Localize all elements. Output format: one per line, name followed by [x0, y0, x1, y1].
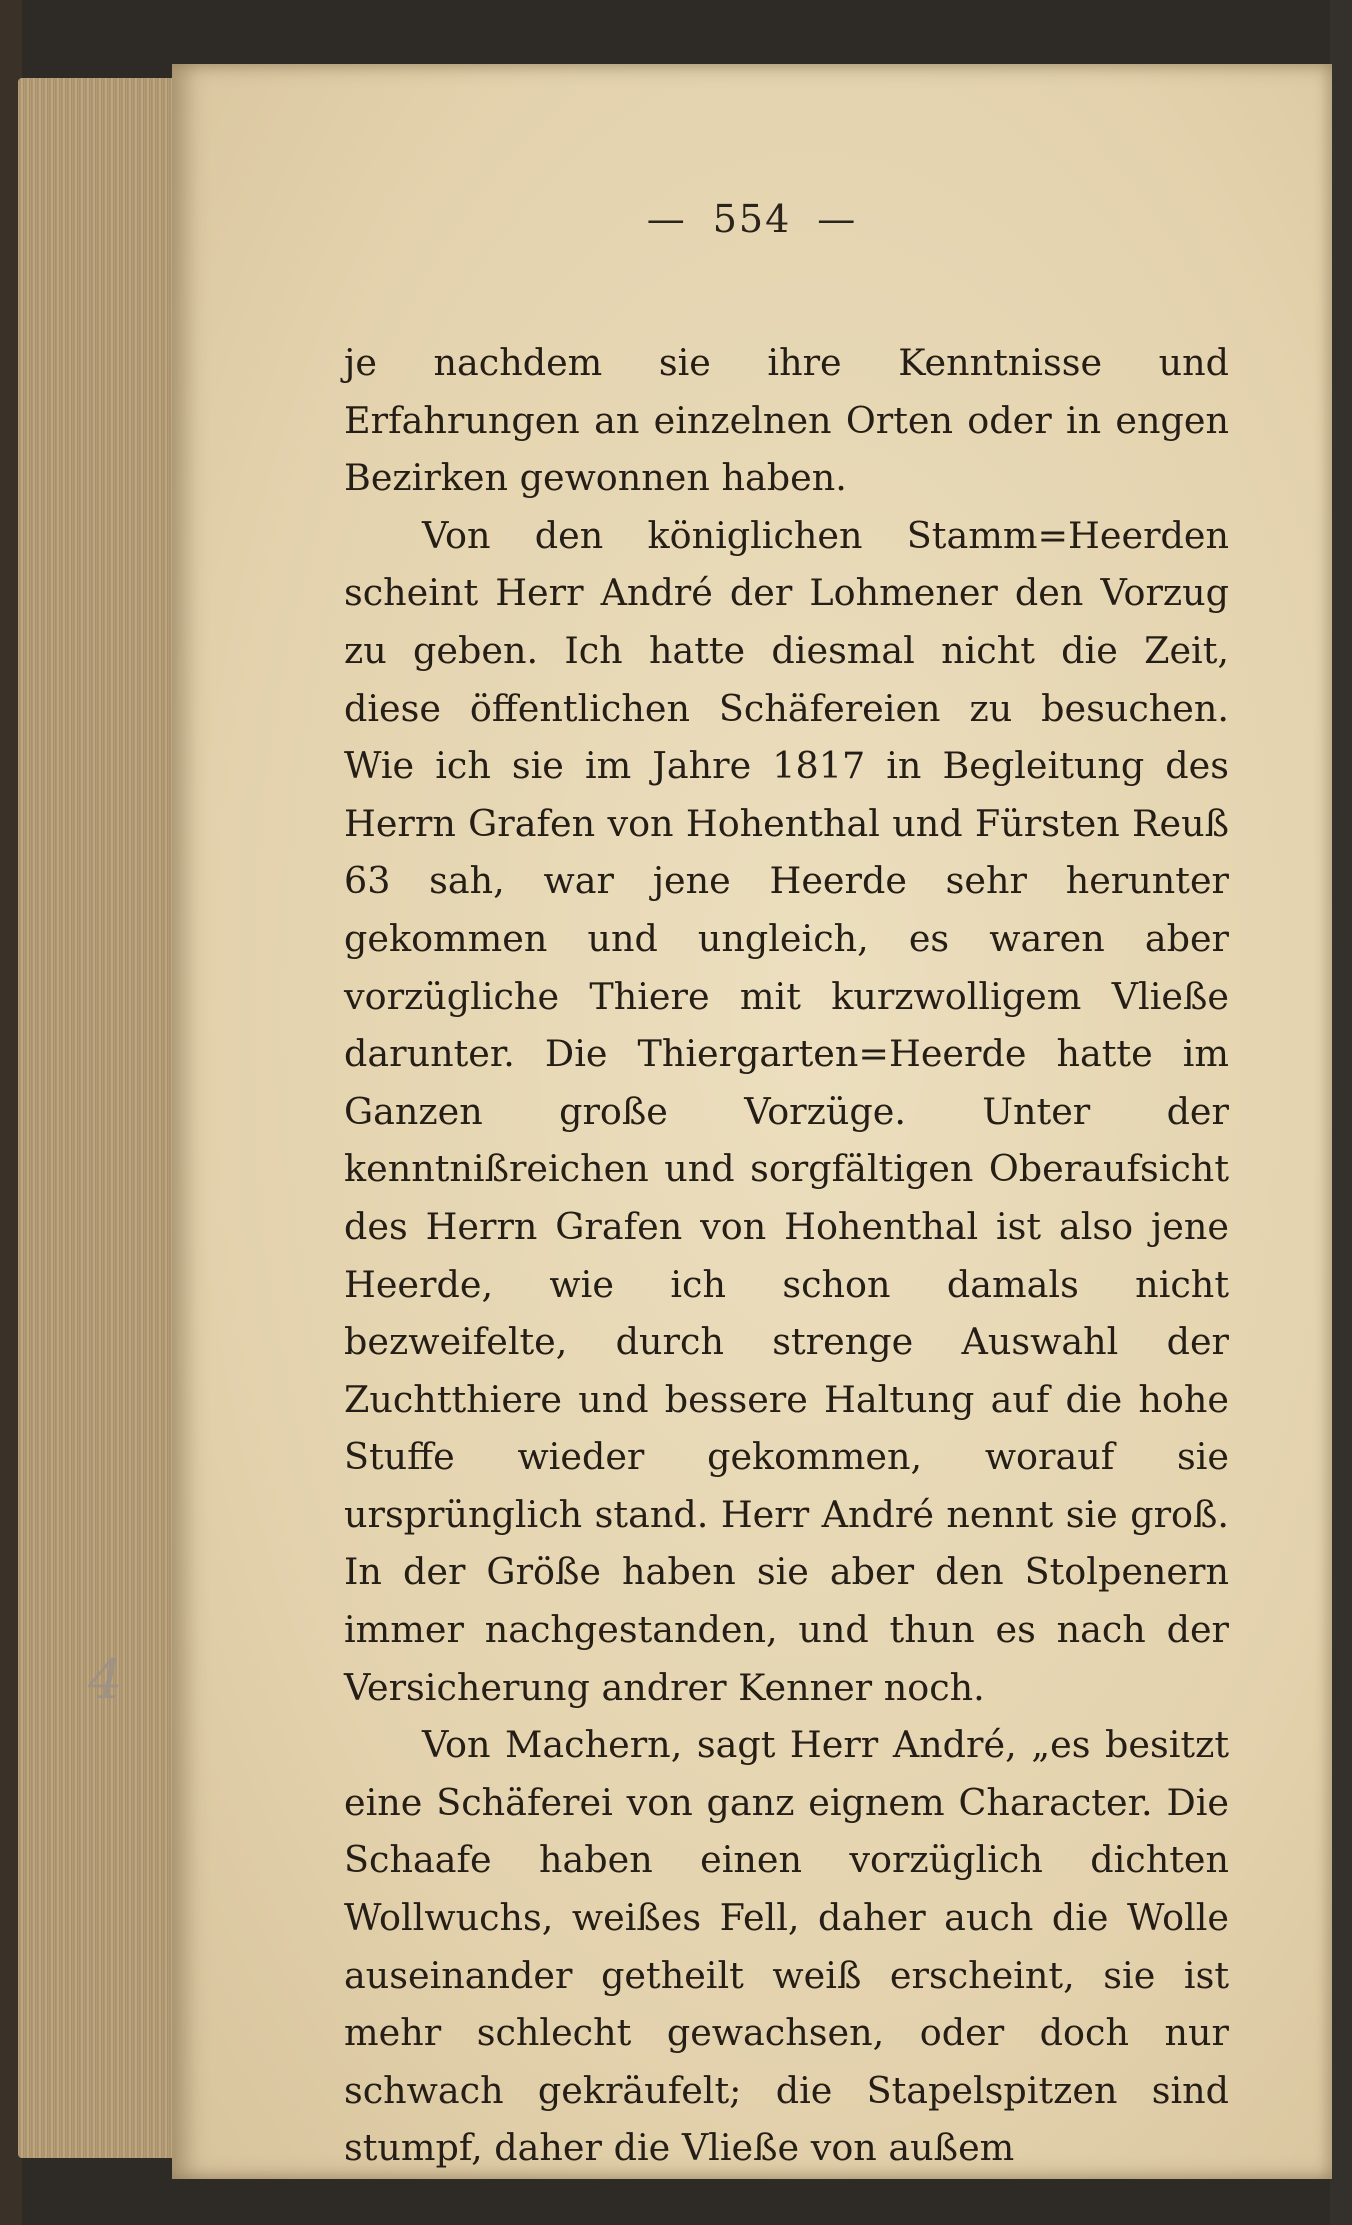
header-dash-right: —	[817, 197, 858, 241]
header-dash-left: —	[646, 197, 687, 241]
binding-edge	[1330, 0, 1352, 2225]
page-number: 554	[712, 197, 792, 241]
body-text	[344, 334, 1229, 2177]
paragraph-2: Von den königlichen Stamm=Heerden scheint Herr André der Lohmener den Vorzug zu geben. Ich hatte diesmal nicht die Zeit, diese öffentlichen Schäfereien zu besuchen. Wie ich sie im Jahre 1817 in Begleitung des Herrn Grafen von Hohenthal und Fürsten Reuß 63 sah, war jene Heerde sehr herunter gekommen und ungleich, es waren aber vorzügliche Thiere mit kurzwolligem Vließe darunter. Die Thiergarten=Heerde hatte im Ganzen große Vorzüge. Unter der kenntnißreichen und sorgfältigen Oberaufsicht des Herrn Grafen von Hohenthal ist also jene Heerde, wie ich schon damals nicht bezweifelte, durch strenge Auswahl der Zuchtthiere und bessere Haltung auf die hohe Stuffe wieder gekommen, worauf sie ursprünglich stand. Herr André nennt sie groß. In der Größe haben sie aber den Stolpenern immer nachgestanden, und thun es nach der Versicherung andrer Kenner noch.	[344, 513, 1229, 1709]
paragraph-1: je nachdem sie ihre Kenntnisse und Erfahrungen an einzelnen Orten oder in engen Bezirken gewonnen haben.	[344, 341, 1229, 500]
paragraph-3: Von Machern, sagt Herr André, „es besitzt eine Schäferei von ganz eignem Character. Die Schaafe haben einen vorzüglich dichten Wollwuchs, weißes Fell, daher auch die Wolle auseinander getheilt weiß erscheint, sie ist mehr schlecht gewachsen, oder doch nur schwach gekräufelt; die Stapelspitzen sind stumpf, daher die Vließe von außem	[344, 1723, 1229, 2170]
page-edges	[18, 78, 178, 2158]
page-number-header	[172, 197, 1332, 241]
handwritten-margin-note: 4	[88, 1648, 123, 1711]
page-sheet	[172, 64, 1332, 2179]
